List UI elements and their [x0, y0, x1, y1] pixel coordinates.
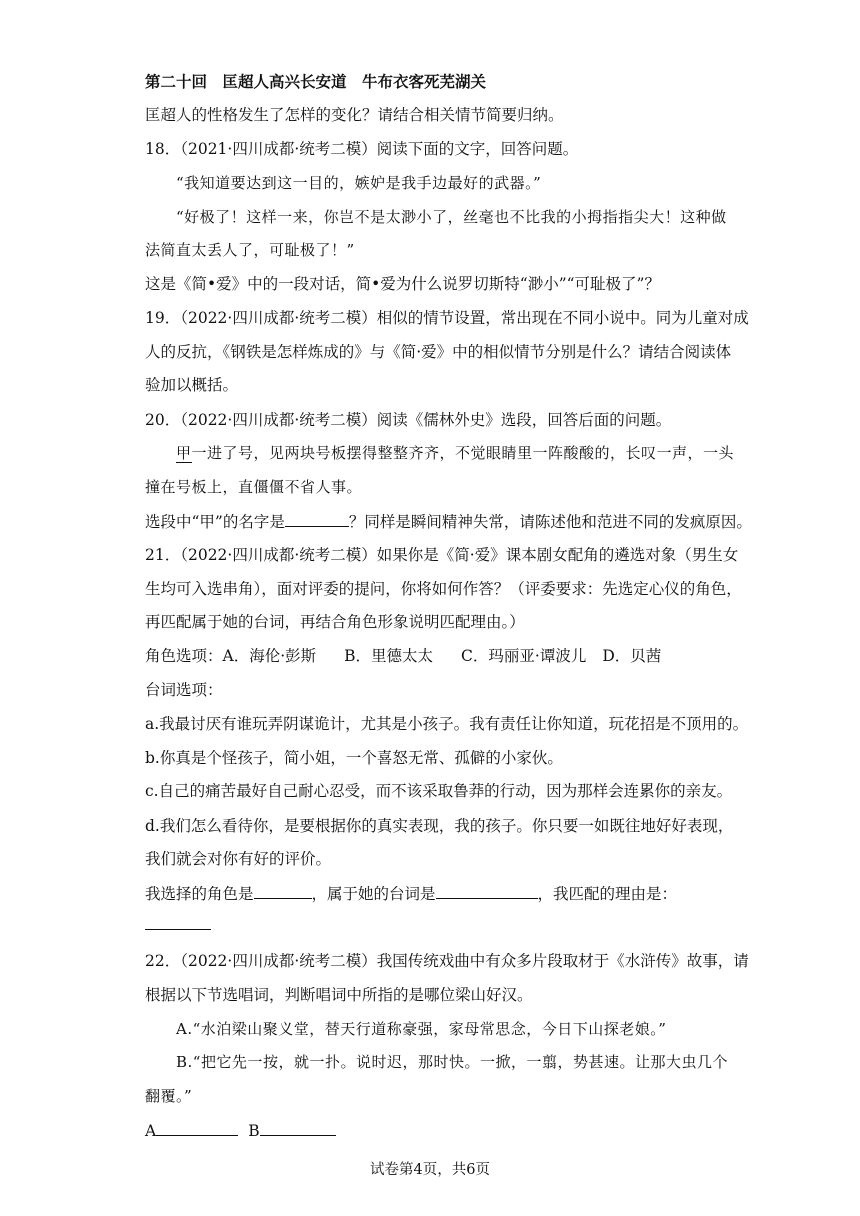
q22-answer	[145, 1119, 336, 1142]
q19-line-3: 验加以概括。	[145, 376, 239, 394]
q20-passage-b: 撞在号板上，直僵僵不省人事。	[145, 478, 363, 496]
chapter-heading: 第二十回 匡超人高兴长安道 牛布衣客死芜湖关	[145, 72, 487, 91]
answer-blank[interactable]	[260, 1119, 336, 1136]
q21-line-1: 21．（2022·四川成都·统考二模）如果你是《简·爱》课本剧女配角的遴选对象（男生女	[145, 546, 739, 564]
q22-line-1: 22．（2022·四川成都·统考二模）我国传统戏曲中有众多片段取材于《水浒传》故事，请	[145, 952, 749, 970]
q21-line-2: 生均可入选串角），面对评委的提问，你将如何作答？（评委要求：先选定心仪的角色，	[145, 580, 742, 598]
answer-blank[interactable]	[285, 510, 349, 527]
roles-label: 角色选项：	[145, 647, 223, 665]
q22-line-2: 根据以下节选唱词，判断唱词中所指的是哪位梁山好汉。	[145, 986, 533, 1004]
lines-label: 台词选项：	[145, 681, 223, 699]
q22-lyric-b1: B.“把它先一按，就一扑。说时迟，那时快。一掀，一翦，势甚速。让那大虫几个	[176, 1053, 728, 1071]
page-footer: 试卷第4页，共6页	[370, 1162, 490, 1178]
q18-question: 这是《简•爱》中的一段对话，简•爱为什么说罗切斯特“渺小”“可耻极了”？	[145, 275, 660, 293]
passage-mark: 甲	[176, 444, 192, 462]
answer-a-label: 我选择的角色是	[145, 885, 254, 903]
role-option: C．玛丽亚·谭波儿	[461, 647, 587, 665]
q20-question	[145, 510, 752, 533]
q19-line-1: 19．（2022·四川成都·统考二模）相似的情节设置，常出现在不同小说中。同为儿童对成	[145, 309, 749, 327]
q21-answer-cont	[145, 914, 211, 936]
q20-passage-a	[176, 442, 734, 464]
passage-text: 一进了号，见两块号板摆得整整齐齐，不觉眼睛里一阵酸酸的，长叹一声，一头	[191, 444, 735, 462]
answer-blank[interactable]	[156, 1119, 238, 1136]
q18-stem: 18．（2021·四川成都·统考二模）阅读下面的文字，回答问题。	[145, 140, 579, 158]
answer-blank[interactable]	[436, 882, 538, 899]
blank-label-b: B	[248, 1122, 260, 1140]
line-option-a: a.我最讨厌有谁玩弄阴谋诡计，尤其是小孩子。我有责任让你知道，玩花招是不顶用的。	[145, 715, 749, 733]
answer-c-label: ，我匹配的理由是：	[537, 885, 678, 903]
q21-answer	[145, 882, 677, 905]
q21-roles	[145, 645, 661, 667]
role-option: A．海伦·彭斯	[222, 647, 317, 665]
answer-blank[interactable]	[145, 923, 211, 930]
q17-question-text: 匡超人的性格发生了怎样的变化？请结合相关情节简要归纳。	[145, 106, 564, 124]
role-option: D．贝茜	[602, 647, 662, 665]
blank-label-a: A	[145, 1122, 157, 1140]
answer-blank[interactable]	[254, 882, 312, 899]
q19-line-2: 人的反抗，《钢铁是怎样炼成的》与《简·爱》中的相似情节分别是什么？请结合阅读体	[145, 343, 732, 361]
q20-stem: 20．（2022·四川成都·统考二模）阅读《儒林外史》选段，回答后面的问题。	[145, 411, 672, 429]
q18-quote-2a: “好极了！这样一来，你岂不是太渺小了，丝毫也不比我的小拇指指尖大！这种做	[176, 208, 727, 226]
line-option-b: b.你真是个怪孩子，简小姐，一个喜怒无常、孤僻的小家伙。	[145, 749, 563, 767]
q20-question-b: ？同样是瞬间精神失常，请陈述他和范进不同的发疯原因。	[348, 513, 752, 531]
q18-quote-2b: 法简直太丢人了，可耻极了！”	[145, 241, 355, 259]
q22-lyric-b2: 翻覆。”	[145, 1087, 193, 1105]
q18-quote-1: “我知道要达到这一目的，嫉妒是我手边最好的武器。”	[176, 174, 542, 192]
answer-b-label: ，属于她的台词是	[311, 885, 436, 903]
q20-question-a: 选段中“甲”的名字是	[145, 513, 285, 531]
line-option-d2: 我们就会对你有好的评价。	[145, 850, 332, 868]
q21-line-3: 再匹配属于她的台词，再结合角色形象说明匹配理由。）	[145, 613, 525, 631]
line-option-d1: d.我们怎么看待你，是要根据你的真实表现，我的孩子。你只要一如既往地好好表现，	[145, 817, 734, 835]
line-option-c: c.自己的痛苦最好自己耐心忍受，而不该采取鲁莽的行动，因为那样会连累你的亲友。	[145, 782, 733, 800]
q22-lyric-a: A.“水泊梁山聚义堂，替天行道称豪强，家母常思念，今日下山探老娘。”	[176, 1020, 667, 1038]
role-option: B．里德太太	[344, 647, 434, 665]
